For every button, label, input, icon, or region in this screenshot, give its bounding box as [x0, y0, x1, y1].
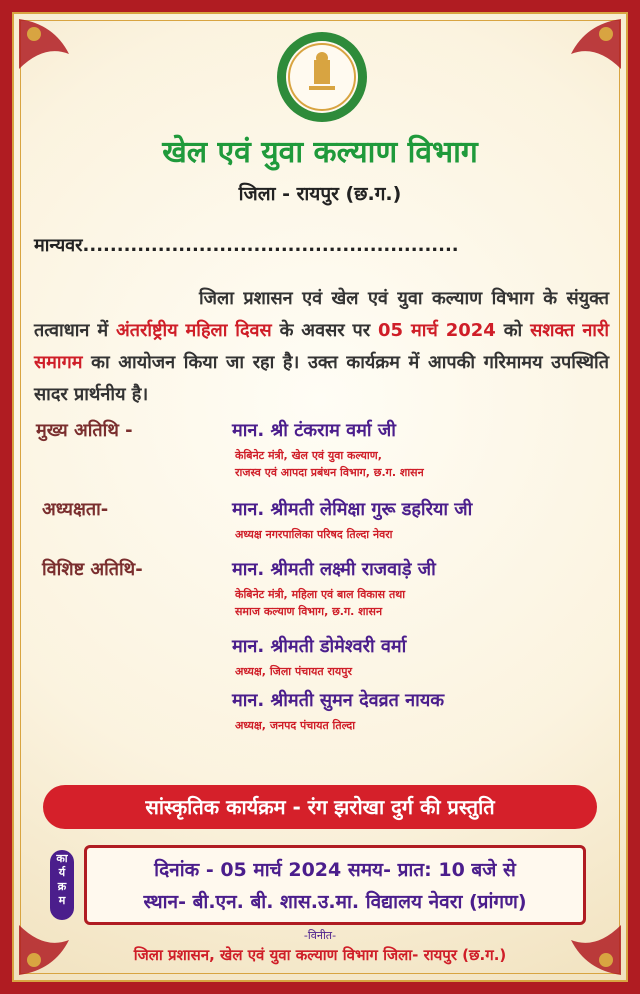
body-text-3: को: [503, 320, 523, 341]
department-title: खेल एवं युवा कल्याण विभाग: [162, 135, 478, 170]
footer-sender: जिला प्रशासन, खेल एवं युवा कल्याण विभाग जिला- रायपुर (छ.ग.): [133, 946, 507, 964]
event-name: अंतर्राष्ट्रीय महिला दिवस: [116, 320, 272, 341]
special-guest-1-desc-line-2: समाज कल्याण विभाग, छ.ग. शासन: [235, 605, 383, 618]
program-tag-char: म: [58, 894, 66, 907]
date-time-line: दिनांक - 05 मार्च 2024 समय- प्रात: 10 बजे से: [154, 859, 516, 881]
chief-guest-desc-line-2: राजस्व एवं आपदा प्रबंधन विभाग, छ.ग. शासन: [235, 466, 424, 479]
special-guest-label: विशिष्ट अतिथि-: [42, 559, 143, 580]
special-guest-2-name: मान. श्रीमती डोमेश्वरी वर्मा: [232, 636, 407, 657]
invitation-paragraph: [34, 283, 609, 411]
special-guest-3-name: मान. श्रीमती सुमन देवव्रत नायक: [232, 690, 445, 711]
event-details-box: [84, 845, 586, 925]
special-guest-1-designation: [235, 586, 405, 620]
chief-guest-label: मुख्य अतिथि -: [36, 420, 133, 441]
special-guest-2-designation: अध्यक्ष, जिला पंचायत रायपुर: [235, 665, 352, 678]
program-name: सशक्त नारी समागम: [34, 320, 609, 373]
special-guest-1-desc-line-1: केबिनेट मंत्री, महिला एवं बाल विकास तथा: [235, 588, 406, 601]
presiding-label: अध्यक्षता-: [42, 499, 109, 520]
body-text-4: का आयोजन किया जा रहा है। उक्त कार्यक्रम में आपकी गरिमामय उपस्थिति सादर प्रार्थनीय है।: [34, 352, 609, 405]
salutation: मान्यवर.......................................................: [34, 235, 459, 256]
corner-ornament-top-right: [546, 14, 626, 94]
program-tag-char: क्र: [57, 880, 67, 893]
chief-guest-name: मान. श्री टंकराम वर्मा जी: [232, 420, 396, 441]
district-subtitle: जिला - रायपुर (छ.ग.): [238, 183, 402, 205]
corner-ornament-top-left: [14, 14, 94, 94]
program-tag-char: र्य: [58, 866, 66, 879]
vinit-label: -विनीत-: [303, 929, 337, 942]
event-date: 05 मार्च 2024: [378, 320, 496, 341]
presiding-guest-name: मान. श्रीमती लेमिक्षा गुरू डहरिया जी: [232, 499, 473, 520]
program-tag-char: का: [56, 852, 68, 865]
special-guest-3-designation: अध्यक्ष, जनपद पंचायत तिल्दा: [235, 719, 356, 732]
body-text-2: के अवसर पर: [279, 320, 371, 341]
chief-guest-desc-line-1: केबिनेट मंत्री, खेल एवं युवा कल्याण,: [235, 449, 382, 462]
body-text-1: जिला प्रशासन एवं खेल एवं युवा कल्याण विभाग के संयुक्त तत्वाधान में: [34, 288, 609, 341]
venue-line: स्थान- बी.एन. बी. शास.उ.मा. विद्यालय नेवरा (प्रांगण): [143, 891, 527, 913]
cultural-program-banner: सांस्कृतिक कार्यक्रम - रंग झरोखा दुर्ग की प्रस्तुति: [43, 785, 597, 829]
presiding-guest-designation: अध्यक्ष नगरपालिका परिषद तिल्दा नेवरा: [235, 528, 393, 541]
government-emblem-icon: [275, 30, 369, 124]
program-vertical-tag: [50, 850, 74, 920]
special-guest-1-name: मान. श्रीमती लक्ष्मी राजवाड़े जी: [232, 559, 436, 580]
chief-guest-designation: [235, 447, 424, 481]
